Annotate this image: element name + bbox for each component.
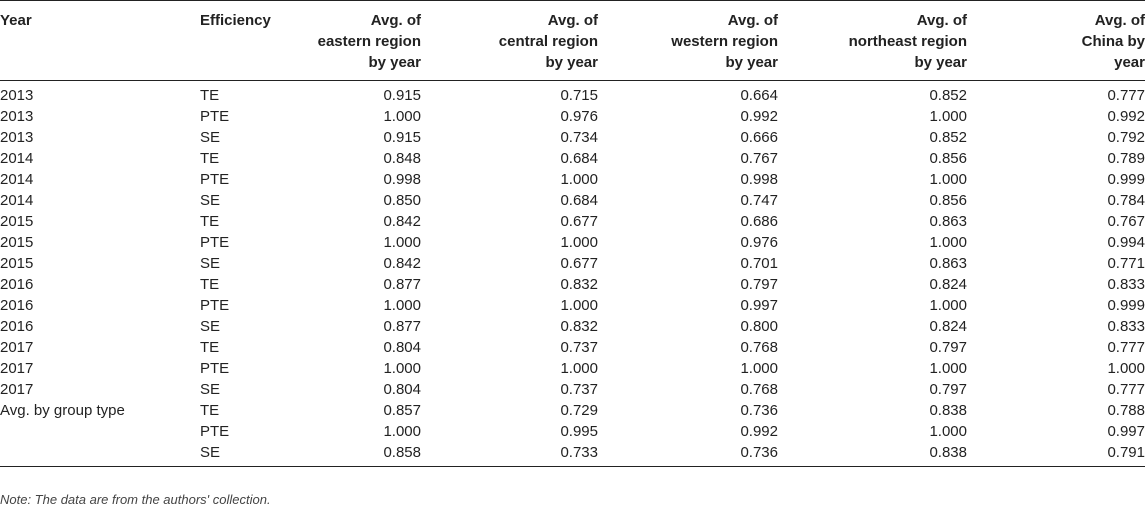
cell-northeast: 1.000 — [929, 234, 967, 251]
table-row — [0, 253, 1145, 274]
cell-china: 0.992 — [1107, 108, 1145, 125]
table-row — [0, 148, 1145, 169]
cell-northeast: 0.797 — [929, 381, 967, 398]
cell-eastern: 0.842 — [383, 213, 421, 230]
cell-china: 0.767 — [1107, 213, 1145, 230]
cell-china: 1.000 — [1107, 360, 1145, 377]
cell-efficiency: SE — [200, 192, 221, 209]
cell-northeast: 0.856 — [929, 150, 967, 167]
cell-china: 0.777 — [1107, 339, 1145, 356]
cell-western: 0.768 — [740, 339, 778, 356]
header-central-region: Avg. of central region by year — [498, 12, 598, 71]
table-row — [0, 358, 1145, 379]
cell-china: 0.994 — [1107, 234, 1145, 251]
cell-northeast: 0.824 — [929, 318, 967, 335]
header-china: Avg. of China by year — [1081, 12, 1145, 71]
cell-efficiency: SE — [200, 318, 221, 335]
cell-central: 0.995 — [560, 423, 598, 440]
cell-eastern: 1.000 — [383, 297, 421, 314]
cell-northeast: 0.797 — [929, 339, 967, 356]
cell-western: 0.976 — [740, 234, 778, 251]
cell-western: 0.666 — [740, 129, 778, 146]
header-eastern-region: Avg. of eastern region by year — [317, 12, 421, 71]
cell-eastern: 0.877 — [383, 318, 421, 335]
table-row — [0, 232, 1145, 253]
cell-central: 0.737 — [560, 381, 598, 398]
cell-year: 2013 — [0, 87, 34, 104]
cell-year — [0, 421, 200, 442]
cell-northeast: 0.863 — [929, 213, 967, 230]
cell-central: 0.976 — [560, 108, 598, 125]
cell-western: 1.000 — [740, 360, 778, 377]
cell-efficiency: PTE — [200, 360, 230, 377]
cell-northeast: 1.000 — [929, 108, 967, 125]
cell-eastern: 0.857 — [383, 402, 421, 419]
cell-western: 0.686 — [740, 213, 778, 230]
cell-china: 0.777 — [1107, 87, 1145, 104]
table-row — [0, 274, 1145, 295]
cell-northeast: 0.838 — [929, 402, 967, 419]
cell-central: 1.000 — [560, 297, 598, 314]
cell-eastern: 0.877 — [383, 276, 421, 293]
cell-efficiency: SE — [200, 381, 221, 398]
cell-efficiency: SE — [200, 129, 221, 146]
cell-efficiency: PTE — [200, 297, 230, 314]
cell-western: 0.998 — [740, 171, 778, 188]
cell-efficiency: TE — [200, 276, 220, 293]
cell-eastern: 0.915 — [383, 87, 421, 104]
cell-western: 0.997 — [740, 297, 778, 314]
cell-china: 0.999 — [1107, 171, 1145, 188]
cell-western: 0.800 — [740, 318, 778, 335]
cell-efficiency: TE — [200, 213, 220, 230]
cell-northeast: 0.863 — [929, 255, 967, 272]
cell-eastern: 1.000 — [383, 360, 421, 377]
cell-northeast: 1.000 — [929, 297, 967, 314]
cell-china: 0.771 — [1107, 255, 1145, 272]
cell-china: 0.792 — [1107, 129, 1145, 146]
cell-central: 0.729 — [560, 402, 598, 419]
cell-year: 2017 — [0, 360, 34, 377]
cell-northeast: 1.000 — [929, 360, 967, 377]
cell-efficiency: TE — [200, 87, 220, 104]
cell-china: 0.777 — [1107, 381, 1145, 398]
table-row — [0, 81, 1145, 107]
cell-western: 0.992 — [740, 423, 778, 440]
cell-central: 1.000 — [560, 234, 598, 251]
cell-central: 1.000 — [560, 171, 598, 188]
cell-year: 2015 — [0, 213, 34, 230]
cell-western: 0.747 — [740, 192, 778, 209]
cell-china: 0.784 — [1107, 192, 1145, 209]
cell-year: 2013 — [0, 108, 34, 125]
cell-efficiency: TE — [200, 402, 220, 419]
cell-eastern: 0.848 — [383, 150, 421, 167]
table-row — [0, 190, 1145, 211]
cell-china: 0.791 — [1107, 444, 1145, 461]
cell-central: 0.715 — [560, 87, 598, 104]
cell-year: 2015 — [0, 255, 34, 272]
cell-western: 0.768 — [740, 381, 778, 398]
cell-central: 0.737 — [560, 339, 598, 356]
cell-western: 0.992 — [740, 108, 778, 125]
cell-year: Avg. by group type — [0, 402, 125, 419]
cell-central: 0.734 — [560, 129, 598, 146]
cell-year: 2014 — [0, 150, 34, 167]
cell-eastern: 0.998 — [383, 171, 421, 188]
cell-year: 2017 — [0, 381, 34, 398]
cell-western: 0.664 — [740, 87, 778, 104]
cell-efficiency: PTE — [200, 423, 230, 440]
cell-central: 1.000 — [560, 360, 598, 377]
table-row — [0, 127, 1145, 148]
cell-eastern: 0.842 — [383, 255, 421, 272]
table-row — [0, 106, 1145, 127]
cell-year: 2017 — [0, 339, 34, 356]
cell-china: 0.833 — [1107, 276, 1145, 293]
cell-year: 2014 — [0, 171, 34, 188]
cell-northeast: 0.838 — [929, 444, 967, 461]
cell-northeast: 0.852 — [929, 129, 967, 146]
cell-central: 0.832 — [560, 318, 598, 335]
cell-efficiency: PTE — [200, 108, 230, 125]
cell-northeast: 1.000 — [929, 423, 967, 440]
cell-eastern: 0.804 — [383, 381, 421, 398]
cell-efficiency: PTE — [200, 171, 230, 188]
cell-northeast: 1.000 — [929, 171, 967, 188]
cell-northeast: 0.824 — [929, 276, 967, 293]
cell-eastern: 1.000 — [383, 234, 421, 251]
table-row — [0, 316, 1145, 337]
cell-central: 0.677 — [560, 255, 598, 272]
cell-china: 0.788 — [1107, 402, 1145, 419]
table-row — [0, 400, 1145, 421]
cell-eastern: 1.000 — [383, 423, 421, 440]
cell-efficiency: PTE — [200, 234, 230, 251]
cell-eastern: 0.858 — [383, 444, 421, 461]
cell-year: 2015 — [0, 234, 34, 251]
header-northeast-region: Avg. of northeast region by year — [848, 12, 967, 71]
cell-western: 0.736 — [740, 402, 778, 419]
table-row — [0, 169, 1145, 190]
cell-northeast: 0.852 — [929, 87, 967, 104]
cell-central: 0.832 — [560, 276, 598, 293]
cell-central: 0.677 — [560, 213, 598, 230]
table-header-row — [0, 1, 1145, 81]
cell-eastern: 1.000 — [383, 108, 421, 125]
cell-year: 2014 — [0, 192, 34, 209]
table-body — [0, 81, 1145, 467]
cell-eastern: 0.804 — [383, 339, 421, 356]
cell-year: 2013 — [0, 129, 34, 146]
table-row — [0, 211, 1145, 232]
cell-year — [0, 442, 200, 467]
header-efficiency: Efficiency — [200, 12, 271, 29]
cell-efficiency: SE — [200, 444, 221, 461]
cell-western: 0.701 — [740, 255, 778, 272]
cell-central: 0.684 — [560, 192, 598, 209]
table-row — [0, 421, 1145, 442]
table-row — [0, 442, 1145, 467]
cell-central: 0.733 — [560, 444, 598, 461]
table-row — [0, 337, 1145, 358]
cell-eastern: 0.915 — [383, 129, 421, 146]
table-row — [0, 379, 1145, 400]
cell-china: 0.789 — [1107, 150, 1145, 167]
table-row — [0, 295, 1145, 316]
cell-china: 0.833 — [1107, 318, 1145, 335]
cell-year: 2016 — [0, 276, 34, 293]
header-year: Year — [0, 12, 32, 29]
cell-china: 0.997 — [1107, 423, 1145, 440]
header-western-region: Avg. of western region by year — [671, 12, 778, 71]
cell-western: 0.736 — [740, 444, 778, 461]
cell-year: 2016 — [0, 297, 34, 314]
cell-efficiency: TE — [200, 150, 220, 167]
cell-efficiency: SE — [200, 255, 221, 272]
cell-efficiency: TE — [200, 339, 220, 356]
cell-eastern: 0.850 — [383, 192, 421, 209]
cell-western: 0.797 — [740, 276, 778, 293]
table-note: Note: The data are from the authors' collection. — [0, 492, 271, 507]
cell-northeast: 0.856 — [929, 192, 967, 209]
cell-central: 0.684 — [560, 150, 598, 167]
cell-year: 2016 — [0, 318, 34, 335]
cell-western: 0.767 — [740, 150, 778, 167]
cell-china: 0.999 — [1107, 297, 1145, 314]
